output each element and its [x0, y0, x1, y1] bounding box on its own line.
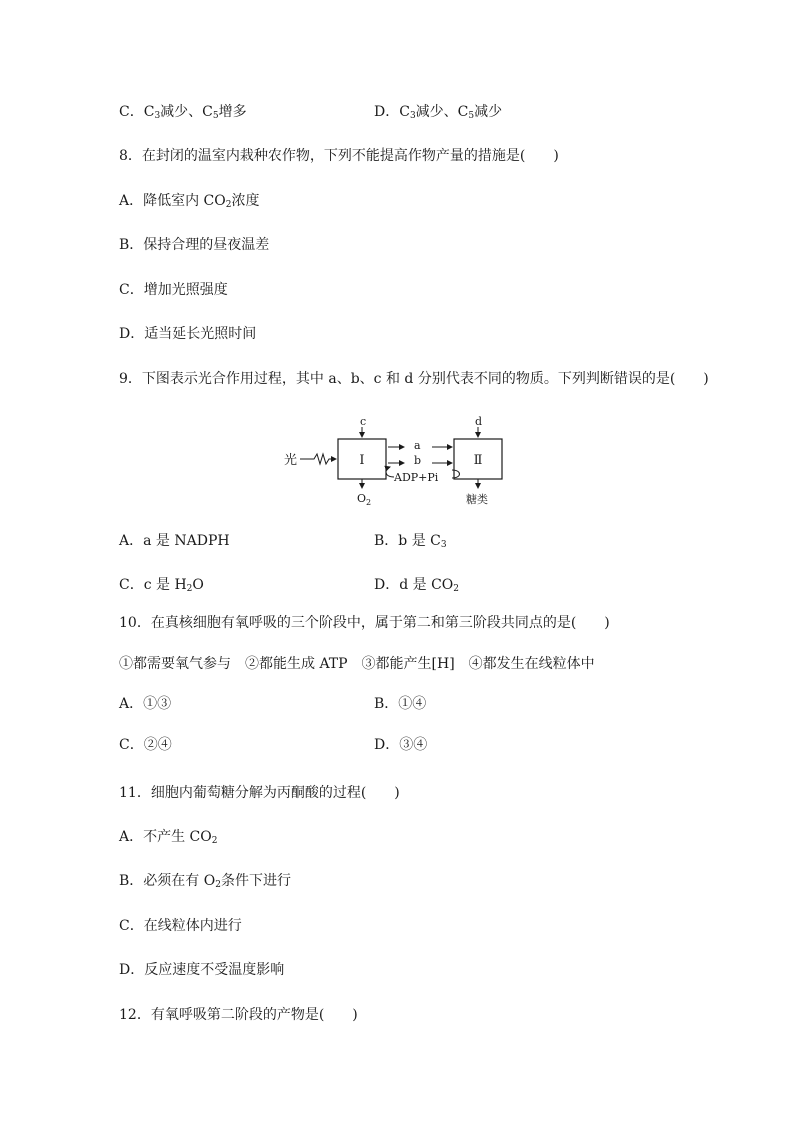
q12-stem: 12．有氧呼吸第二阶段的产物是( ) [119, 1007, 358, 1023]
photosynthesis-diagram [280, 408, 530, 513]
q11-option-a: A．不产生 $CO_2$ [119, 829, 218, 846]
q7-option-d: D．$C_3$减少、$C_5$减少 [374, 104, 503, 121]
q9-option-c: C．c 是 $H_2O$ [119, 577, 204, 594]
q11-option-d: D．反应速度不受温度影响 [119, 962, 285, 978]
q10-statements: ①都需要氧气参与 ②都能生成 ATP ③都能产生[H] ④都发生在线粒体中 [119, 656, 595, 672]
q9-option-d: D．d 是 $CO_2$ [374, 577, 460, 594]
q10-option-b: B．①④ [374, 696, 427, 712]
q9-option-b: B．b 是 $C_3$ [374, 533, 447, 550]
q10-option-d: D．③④ [374, 737, 428, 753]
q10-option-c: C．②④ [119, 737, 172, 753]
a-label: a [414, 439, 421, 452]
sugar-label: 糖类 [466, 493, 488, 506]
light-label: 光 [284, 453, 298, 468]
q10-stem: 10．在真核细胞有氧呼吸的三个阶段中，属于第二和第三阶段共同点的是( ) [119, 615, 610, 631]
adp-label: ADP+Pi [394, 471, 439, 484]
o2-label: $O_2$ [357, 492, 372, 507]
q11-option-b: B．必须在有 $O_2$条件下进行 [119, 873, 291, 890]
adp-return-arc [452, 470, 460, 478]
b-label: b [414, 454, 422, 467]
box-2-label: Ⅱ [473, 453, 483, 468]
q8-option-c: C．增加光照强度 [119, 282, 228, 298]
box-1-label: Ⅰ [359, 453, 365, 468]
adp-return-arrow [386, 467, 394, 477]
light-arrow [300, 454, 336, 464]
q9-option-a: A．a 是 NADPH [119, 533, 230, 549]
c-label: c [360, 415, 367, 428]
q7-option-c: C．$C_3$减少、$C_5$增多 [119, 104, 247, 121]
q8-option-b: B．保持合理的昼夜温差 [119, 237, 270, 253]
d-label: d [475, 415, 483, 428]
q10-option-a: A．①③ [119, 696, 172, 712]
q9-stem: 9．下图表示光合作用过程，其中 a、b、c 和 d 分别代表不同的物质。下列判断错误的是( ) [119, 371, 709, 387]
q8-option-d: D．适当延长光照时间 [119, 326, 257, 342]
q11-stem: 11．细胞内葡萄糖分解为丙酮酸的过程( ) [119, 785, 400, 801]
q8-option-a: A．降低室内 $CO_2$浓度 [119, 193, 260, 210]
q8-stem: 8．在封闭的温室内栽种农作物，下列不能提高作物产量的措施是( ) [119, 148, 559, 164]
q11-option-c: C．在线粒体内进行 [119, 918, 242, 934]
